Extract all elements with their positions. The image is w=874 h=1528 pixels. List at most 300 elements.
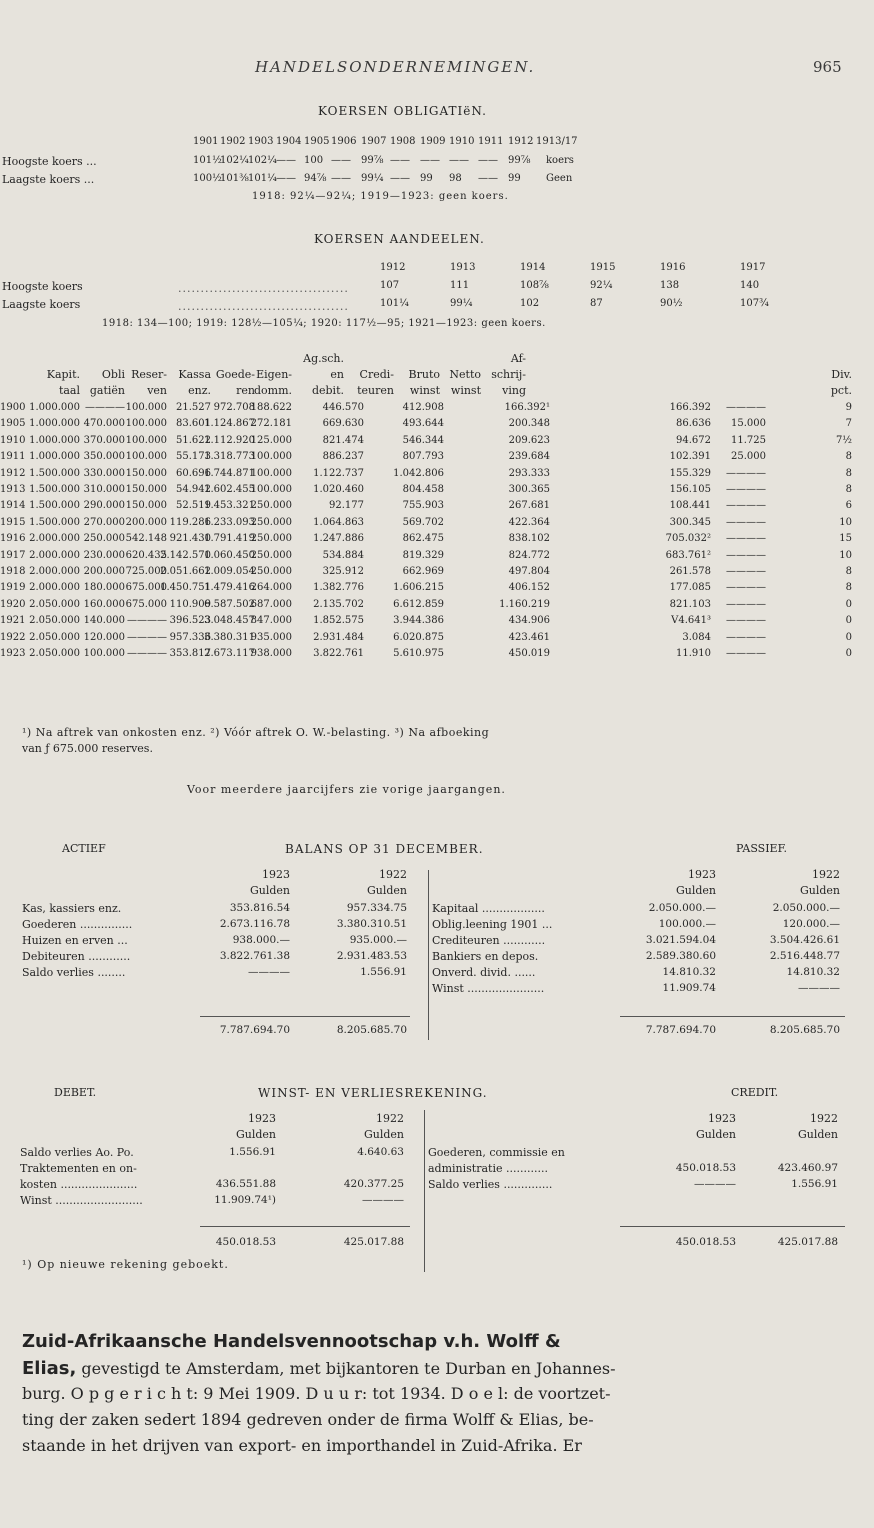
table-cell: 250.000 (250, 566, 292, 577)
table-cell: ———— (726, 615, 766, 627)
winst-right-b: 1.556.91 (791, 1178, 838, 1190)
table-cell: 675.000 (125, 582, 167, 594)
table-cell: 705.032² (665, 533, 711, 545)
table-cell: 1.500.000 (29, 516, 80, 528)
table-cell: 675.000 (125, 598, 167, 610)
table-cell: 1.124.867 (204, 418, 255, 430)
winst-left-a: 1.556.91 (229, 1146, 276, 1158)
obligaties-cell: 99⅞ (361, 155, 384, 166)
table-cell: 0 (845, 631, 852, 643)
table-cell: 330.000 (83, 467, 125, 479)
table-cell: 938.000 (250, 648, 292, 659)
obligaties-cell: —— (390, 155, 410, 166)
balans-right-b: 2.516.448.77 (769, 950, 840, 962)
aandeelen-title: KOERSEN AANDEELEN. (314, 232, 485, 246)
table-cell: 1910 (0, 434, 26, 446)
winst-unit: Gulden (695, 1128, 736, 1141)
winst-left-b: 420.377.25 (343, 1178, 404, 1190)
table-cell: 1.450.751 (160, 582, 211, 594)
table-cell: 819.329 (402, 549, 444, 561)
running-header: HANDELSONDERNEMINGEN. (255, 58, 536, 76)
table-cell: 55.173 (176, 451, 211, 463)
table-cell: 310.000 (83, 484, 125, 495)
table-header: ven (147, 384, 167, 397)
table-cell: 1.000.000 (29, 434, 80, 446)
winst-year: 1922 (376, 1112, 404, 1125)
winst-left-label: Traktementen en on- (20, 1162, 137, 1175)
table-header: schrij- (491, 368, 526, 381)
table-cell: 9 (845, 402, 852, 413)
aandeelen-note: 1918: 134—100; 1919: 128½—105¼; 1920: 117½—95; 1921—1923: geen koers. (102, 318, 546, 329)
winst-left-label: Winst ......................... (20, 1194, 143, 1207)
aandeelen-leader: ...................................... (178, 300, 349, 313)
table-cell: 250.000 (250, 549, 292, 561)
table-cell: 239.684 (508, 451, 550, 463)
winst-left-b: 4.640.63 (357, 1146, 404, 1158)
table-header: teuren (357, 384, 394, 397)
table-cell: 1900 (0, 402, 26, 413)
table-cell: 160.000 (83, 598, 125, 610)
balans-right-total-a: 7.787.694.70 (645, 1024, 716, 1036)
aandeelen-cell: 140 (740, 280, 760, 291)
table-cell: 847.000 (250, 615, 292, 627)
obligaties-cell: —— (478, 173, 498, 184)
obligaties-year: 1908 (390, 136, 416, 147)
table-header: Af- (510, 352, 526, 365)
winst-right-total-b: 425.017.88 (777, 1236, 838, 1248)
table-cell: 370.000 (83, 434, 125, 446)
table-cell: 1917 (0, 549, 26, 561)
table-cell: 2.050.000 (29, 598, 80, 610)
balans-left-b: 1.556.91 (360, 966, 407, 978)
table-cell: 166.392 (669, 402, 711, 413)
table-cell: ———— (127, 631, 167, 643)
table-cell: 6.020.875 (393, 631, 444, 643)
aandeelen-cell: 87 (590, 298, 603, 309)
table-cell: 804.458 (402, 484, 444, 495)
table-cell: 150.000 (125, 467, 167, 479)
table-cell: 1.042.806 (393, 467, 444, 479)
table-cell: 100.000 (125, 451, 167, 463)
balans-left-label: Debiteuren ............ (22, 950, 131, 963)
aandeelen-cell: 92¼ (590, 280, 613, 291)
table-cell: 1922 (0, 631, 26, 643)
winst-right-a: 450.018.53 (675, 1162, 736, 1174)
balans-right-b: 14.810.32 (786, 966, 840, 978)
aandeelen-cell: 107 (380, 280, 400, 291)
balans-left-label: Kas, kassiers enz. (22, 902, 122, 915)
winst-year: 1923 (708, 1112, 736, 1125)
balans-year: 1923 (262, 868, 290, 881)
table-cell: 2.051.662 (160, 566, 211, 577)
table-cell: 300.345 (669, 516, 711, 528)
table-header: ving (502, 384, 526, 397)
obligaties-cell: —— (478, 155, 498, 166)
obligaties-cell: koers (546, 155, 574, 166)
table-cell: 25.000 (731, 451, 766, 463)
winst-unit: Gulden (363, 1128, 404, 1141)
obligaties-cell: 100½ (193, 173, 222, 184)
winst-right-rule (620, 1226, 845, 1227)
table-header: Div. (831, 368, 852, 381)
table-cell: 1.009.054 (204, 566, 255, 577)
winst-divider (424, 1110, 425, 1272)
obligaties-year: 1913/17 (536, 136, 578, 147)
table-cell: 155.329 (669, 467, 711, 479)
table-cell: 140.000 (83, 615, 125, 627)
table-header: taal (58, 384, 80, 397)
table-cell: 177.085 (669, 582, 711, 594)
balans-right-a: 3.021.594.04 (645, 934, 716, 946)
table-header: domm. (253, 384, 292, 397)
table-cell: 423.461 (508, 631, 550, 643)
obligaties-cell: 99¼ (361, 173, 384, 184)
table-header: Bruto (408, 368, 440, 381)
table-cell: ———— (726, 598, 766, 610)
balans-right-label: Winst ...................... (432, 982, 545, 995)
table-cell: 188.622 (250, 402, 292, 413)
table-cell: 15 (839, 533, 852, 545)
company-name-2: Elias, (22, 1358, 77, 1379)
balans-right-b: 2.050.000.— (772, 902, 840, 914)
table-cell: 86.636 (676, 418, 711, 430)
table-cell: 1911 (0, 451, 26, 463)
table-cell: 1.112.920 (204, 434, 255, 446)
obligaties-cell: 102¼ (220, 155, 249, 166)
table-cell: 1.602.455 (204, 484, 255, 495)
table-cell: 396.523 (169, 615, 211, 627)
table-cell: 2.000.000 (29, 582, 80, 594)
obligaties-year: 1911 (478, 136, 504, 147)
balans-right-label: Kapitaal .................. (432, 902, 545, 915)
table-cell: 1.453.321 (204, 500, 255, 512)
winst-left-label: Saldo verlies Ao. Po. (20, 1146, 134, 1159)
balans-unit: Gulden (366, 884, 407, 897)
table-cell: 725.000 (125, 566, 167, 577)
table-cell: 1912 (0, 467, 26, 479)
table-cell: 2.050.000 (29, 648, 80, 659)
balans-right-a: 14.810.32 (662, 966, 716, 978)
footnote-2: van ƒ 675.000 reserves. (22, 742, 153, 755)
table-cell: 293.333 (508, 467, 550, 479)
aandeelen-cell: 111 (450, 280, 470, 291)
balans-year: 1922 (379, 868, 407, 881)
table-header: Reser- (131, 368, 167, 381)
more-years-note: Voor meerdere jaarcijfers zie vorige jaargangen. (187, 783, 506, 796)
table-cell: 94.672 (676, 434, 711, 446)
aandeelen-cell: 138 (660, 280, 680, 291)
table-cell: 100.000 (250, 451, 292, 463)
table-cell: 1.020.460 (313, 484, 364, 495)
obligaties-cell: 101⅜ (220, 173, 249, 184)
aandeelen-cell: 108⅞ (520, 280, 549, 291)
balans-left-b: 3.380.310.51 (336, 918, 407, 930)
aandeelen-row-label: Hoogste koers (2, 280, 83, 293)
winst-left-total-b: 425.017.88 (343, 1236, 404, 1248)
table-header: winst (450, 384, 481, 397)
obligaties-cell: 101½ (193, 155, 222, 166)
table-cell: 1.122.737 (313, 467, 364, 479)
balans-right-label: Bankiers en depos. (432, 950, 539, 963)
obligaties-year: 1910 (449, 136, 475, 147)
table-cell: ———— (726, 484, 766, 495)
table-cell: 1.479.416 (204, 582, 255, 594)
obligaties-cell: 99 (420, 173, 433, 184)
winst-right-a: ———— (694, 1178, 736, 1190)
table-cell: ———— (726, 648, 766, 659)
winst-year: 1923 (248, 1112, 276, 1125)
balans-left-head: ACTIEF (62, 842, 106, 855)
table-cell: 150.000 (125, 484, 167, 495)
winst-left-a: 11.909.74¹) (214, 1194, 276, 1206)
winst-right-total-a: 450.018.53 (675, 1236, 736, 1248)
table-header: Netto (449, 368, 481, 381)
table-cell: 1.000.000 (29, 402, 80, 413)
table-cell: 1.382.776 (313, 582, 364, 594)
balans-left-label: Saldo verlies ........ (22, 966, 126, 979)
balans-right-a: 2.589.380.60 (645, 950, 716, 962)
balans-left-b: 957.334.75 (346, 902, 407, 914)
table-cell: 6 (845, 500, 852, 512)
table-cell: 1.606.215 (393, 582, 444, 594)
table-cell: 2.135.702 (313, 598, 364, 610)
winst-right-label: Goederen, commissie en (428, 1146, 565, 1159)
table-cell: 3.084 (682, 631, 711, 643)
winst-left-rule (200, 1226, 410, 1227)
table-header: ren (236, 384, 255, 397)
balans-right-label: Crediteuren ............ (432, 934, 546, 947)
table-cell: 7½ (835, 434, 852, 446)
table-cell: 2.050.000 (29, 631, 80, 643)
table-cell: 2.050.000 (29, 615, 80, 627)
balans-right-label: Onverd. divid. ...... (432, 966, 536, 979)
table-cell: 493.644 (402, 418, 444, 430)
table-cell: 862.475 (402, 533, 444, 545)
table-cell: 1914 (0, 500, 26, 512)
table-cell: 180.000 (83, 582, 125, 594)
table-header: debit. (311, 384, 344, 397)
balans-left-a: 353.816.54 (229, 902, 290, 914)
table-cell: ———— (726, 549, 766, 561)
table-cell: 412.908 (402, 402, 444, 413)
table-cell: 1915 (0, 516, 26, 528)
table-cell: 3.822.761 (313, 648, 364, 659)
table-header: enz. (188, 384, 211, 397)
table-cell: 546.344 (402, 434, 444, 446)
balans-left-total-a: 7.787.694.70 (219, 1024, 290, 1036)
table-cell: 434.906 (508, 615, 550, 627)
table-cell: 1.318.773 (204, 451, 255, 463)
table-cell: 2.931.484 (313, 631, 364, 643)
table-cell: 6.587.502 (204, 598, 255, 610)
table-cell: 270.000 (83, 516, 125, 528)
obligaties-year: 1905 (304, 136, 330, 147)
table-cell: 1919 (0, 582, 26, 594)
page-number: 965 (813, 58, 842, 76)
balans-right-rule (620, 1016, 845, 1017)
table-cell: 11.725 (731, 434, 766, 446)
company-name: Zuid-Afrikaansche Handelsvennootschap v.h. Wolff & (22, 1331, 561, 1352)
obligaties-cell: —— (276, 173, 296, 184)
table-cell: 1.500.000 (29, 467, 80, 479)
obligaties-year: 1909 (420, 136, 446, 147)
table-cell: 921.430 (169, 533, 211, 545)
aandeelen-leader: ...................................... (178, 282, 349, 295)
table-cell: 54.942 (176, 484, 211, 495)
table-cell: 406.152 (508, 582, 550, 594)
table-cell: 290.000 (83, 500, 125, 512)
table-cell: 100.000 (83, 648, 125, 659)
table-cell: 1.000.000 (29, 451, 80, 463)
table-cell: 534.884 (322, 549, 364, 561)
table-cell: 1.791.419 (204, 533, 255, 545)
winst-title: WINST- EN VERLIESREKENING. (258, 1086, 488, 1100)
table-cell: ———— (726, 566, 766, 577)
obligaties-cell: —— (331, 173, 351, 184)
table-cell: 1.160.219 (499, 598, 550, 610)
obligaties-cell: —— (449, 155, 469, 166)
winst-unit: Gulden (235, 1128, 276, 1141)
balans-left-label: Goederen ............... (22, 918, 133, 931)
aandeelen-year: 1913 (450, 262, 476, 273)
table-cell: 100.000 (125, 418, 167, 430)
table-cell: 1921 (0, 615, 26, 627)
winst-right-label: administratie ............ (428, 1162, 548, 1175)
table-cell: 120.000 (83, 631, 125, 643)
aandeelen-cell: 99¼ (450, 298, 473, 309)
obligaties-cell: 94⅞ (304, 173, 327, 184)
obligaties-cell: 100 (304, 155, 324, 166)
table-cell: 52.519 (176, 500, 211, 512)
table-cell: 687.000 (250, 598, 292, 610)
balans-left-a: 938.000.— (232, 934, 290, 946)
table-cell: 1.500.000 (29, 484, 80, 495)
table-header: pct. (830, 384, 852, 397)
aandeelen-year: 1915 (590, 262, 616, 273)
table-cell: 108.441 (669, 500, 711, 512)
table-cell: 669.630 (322, 418, 364, 430)
table-cell: 2.000.000 (29, 549, 80, 561)
table-cell: 60.696 (176, 467, 211, 479)
table-header: Obli (101, 368, 125, 381)
table-cell: 125.000 (250, 434, 292, 446)
table-cell: 15.000 (731, 418, 766, 430)
table-cell: 100.000 (125, 402, 167, 413)
table-cell: 683.761² (665, 549, 711, 561)
table-cell: 6.612.859 (393, 598, 444, 610)
balans-title: BALANS OP 31 DECEMBER. (285, 842, 484, 856)
balans-unit: Gulden (799, 884, 840, 897)
obligaties-year: 1901 (193, 136, 219, 147)
table-cell: 497.804 (508, 566, 550, 577)
winst-right-label: Saldo verlies .............. (428, 1178, 553, 1191)
obligaties-year: 1903 (248, 136, 274, 147)
obligaties-cell: —— (331, 155, 351, 166)
table-cell: 250.000 (83, 533, 125, 545)
table-header: gatiën (89, 384, 125, 397)
table-cell: 300.365 (508, 484, 550, 495)
table-cell: V4.641³ (671, 615, 711, 627)
aandeelen-year: 1914 (520, 262, 546, 273)
aandeelen-year: 1917 (740, 262, 766, 273)
obligaties-year: 1904 (276, 136, 302, 147)
obligaties-year: 1912 (508, 136, 534, 147)
aandeelen-cell: 102 (520, 298, 540, 309)
table-cell: 450.019 (508, 648, 550, 659)
aandeelen-cell: 90½ (660, 298, 683, 309)
winst-right-head: CREDIT. (731, 1086, 779, 1099)
balans-left-rule (200, 1016, 410, 1017)
balans-divider (428, 870, 429, 1040)
table-cell: 755.903 (402, 500, 444, 512)
aandeelen-cell: 107¾ (740, 298, 769, 309)
footnote-1: ¹) Na aftrek van onkosten enz. ²) Vóór aftrek O. W.-belasting. ³) Na afboeking (22, 726, 490, 739)
table-cell: 100.000 (125, 434, 167, 446)
balans-right-b: 120.000.— (782, 918, 840, 930)
table-cell: 972.708 (213, 402, 255, 413)
table-cell: 807.793 (402, 451, 444, 463)
table-cell: 200.000 (125, 516, 167, 528)
balans-unit: Gulden (675, 884, 716, 897)
table-cell: 92.177 (329, 500, 364, 512)
table-cell: 119.286 (169, 516, 211, 528)
table-cell: 10 (839, 516, 852, 528)
obligaties-note: 1918: 92¼—92¼; 1919—1923: geen koers. (252, 191, 509, 202)
table-cell: 250.000 (250, 533, 292, 545)
table-cell: 1.744.871 (204, 467, 255, 479)
winst-right-b: 423.460.97 (777, 1162, 838, 1174)
table-header: Eigen- (256, 368, 292, 381)
table-cell: 200.000 (83, 566, 125, 577)
company-heading (22, 1331, 561, 1352)
table-cell: 200.348 (508, 418, 550, 430)
table-cell: 957.336 (169, 631, 211, 643)
aandeelen-year: 1912 (380, 262, 406, 273)
table-header: Kassa (178, 368, 211, 381)
table-cell: 353.817 (169, 648, 211, 659)
balans-left-b: 2.931.483.53 (336, 950, 407, 962)
table-cell: 1920 (0, 598, 26, 610)
table-cell: 264.000 (250, 582, 292, 594)
table-cell: 1.233.093 (204, 516, 255, 528)
obligaties-cell: 99 (508, 173, 521, 184)
company-line-4: staande in het drijven van export- en importhandel in Zuid-Afrika. Er (22, 1436, 582, 1455)
obligaties-cell: —— (390, 173, 410, 184)
table-cell: 250.000 (250, 500, 292, 512)
balans-right-a: 2.050.000.— (648, 902, 716, 914)
obligaties-row-label: Laagste koers ... (2, 173, 95, 186)
table-cell: 1918 (0, 566, 26, 577)
table-cell: 1923 (0, 648, 26, 659)
obligaties-year: 1902 (220, 136, 246, 147)
table-cell: 821.103 (669, 598, 711, 610)
table-cell: ———— (726, 533, 766, 545)
table-cell: 1.060.450 (204, 549, 255, 561)
winst-left-b: ———— (362, 1194, 404, 1206)
table-cell: 620.435 (125, 549, 167, 561)
table-cell: 5.610.975 (393, 648, 444, 659)
obligaties-cell: —— (420, 155, 440, 166)
table-cell: 325.912 (322, 566, 364, 577)
table-cell: 446.570 (322, 402, 364, 413)
table-cell: ———— (726, 516, 766, 528)
table-cell: 21.527 (176, 402, 211, 413)
table-cell: ———— (726, 500, 766, 512)
table-header: Goede- (215, 368, 255, 381)
obligaties-cell: 102¼ (248, 155, 277, 166)
table-cell: ———— (726, 402, 766, 413)
table-cell: 100.000 (250, 467, 292, 479)
